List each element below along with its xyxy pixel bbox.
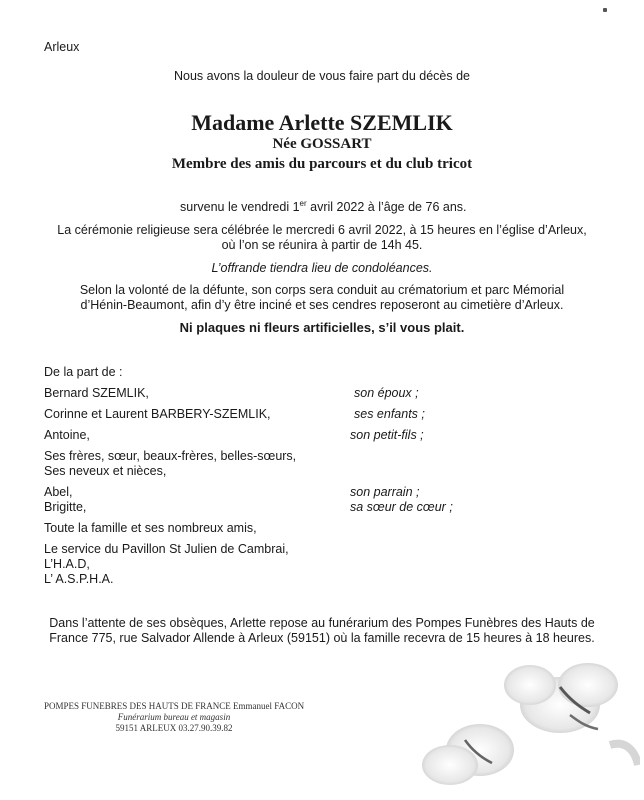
family-name: Ses frères, sœur, beaux-frères, belles-sœurs, — [44, 449, 297, 463]
ceremony-line-2: où l’on se réunira à partir de 14h 45. — [221, 238, 423, 252]
funeral-home-address-phone: 59151 ARLEUX 03.27.90.39.82 — [115, 723, 233, 733]
family-name: L’ A.S.P.H.A. — [44, 572, 114, 586]
family-name: Abel, — [44, 485, 73, 499]
no-flowers-notice: Ni plaques ni fleurs artificielles, s’il vous plait. — [179, 320, 465, 335]
scan-mark-top-right — [603, 8, 607, 12]
death-date-superscript: er — [299, 198, 307, 208]
wake-line-1: Dans l’attente de ses obsèques, Arlette repose au funérarium des Pompes Funèbres des Hauts de — [49, 616, 595, 630]
family-name: Toute la famille et ses nombreux amis, — [44, 521, 257, 535]
family-name: Antoine, — [44, 428, 90, 442]
flower-decoration — [410, 645, 640, 795]
family-name: Le service du Pavillon St Julien de Cambrai, — [44, 542, 289, 556]
funeral-home-name: POMPES FUNEBRES DES HAUTS DE FRANCE Emmanuel FACON — [44, 701, 305, 711]
town-name: Arleux — [44, 40, 80, 54]
family-name: Ses neveux et nièces, — [44, 464, 167, 478]
family-relation: sa sœur de cœur ; — [350, 500, 453, 514]
ceremony-line-1: La cérémonie religieuse sera célébrée le mercredi 6 avril 2022, à 15 heures en l’église d’Arleux, — [57, 223, 587, 237]
offering-text: L’offrande tiendra lieu de condoléances. — [211, 261, 433, 275]
deceased-name: Madame Arlette SZEMLIK — [191, 110, 453, 135]
family-relation: son époux ; — [354, 386, 419, 400]
family-relation: ses enfants ; — [354, 407, 425, 421]
family-name: L’H.A.D, — [44, 557, 90, 571]
wake-line-2: France 775, rue Salvador Allende à Arleux (59151) où la famille recevra de 15 heures à 18 heures. — [49, 631, 595, 645]
family-relation: son parrain ; — [350, 485, 420, 499]
cremation-line-2: d’Hénin-Beaumont, afin d’y être inciné et ses cendres reposeront au cimetière d’Arleux. — [80, 298, 564, 312]
death-date-prefix: survenu le vendredi 1 — [180, 200, 300, 214]
family-name: Brigitte, — [44, 500, 87, 514]
from-label: De la part de : — [44, 365, 123, 379]
intro-text: Nous avons la douleur de vous faire part du décès de — [173, 69, 471, 83]
family-name: Bernard SZEMLIK, — [44, 386, 149, 400]
family-relation: son petit-fils ; — [350, 428, 424, 442]
funeral-home-services: Funérarium bureau et magasin — [117, 712, 231, 722]
cremation-line-1: Selon la volonté de la défunte, son corps sera conduit au crématorium et parc Mémorial — [79, 283, 565, 297]
death-date — [180, 200, 467, 214]
death-date-suffix: avril 2022 à l’âge de 76 ans. — [306, 200, 467, 214]
family-name: Corinne et Laurent BARBERY-SZEMLIK, — [44, 407, 271, 421]
maiden-name: Née GOSSART — [272, 136, 372, 152]
member-role: Membre des amis du parcours et du club tricot — [171, 156, 473, 172]
